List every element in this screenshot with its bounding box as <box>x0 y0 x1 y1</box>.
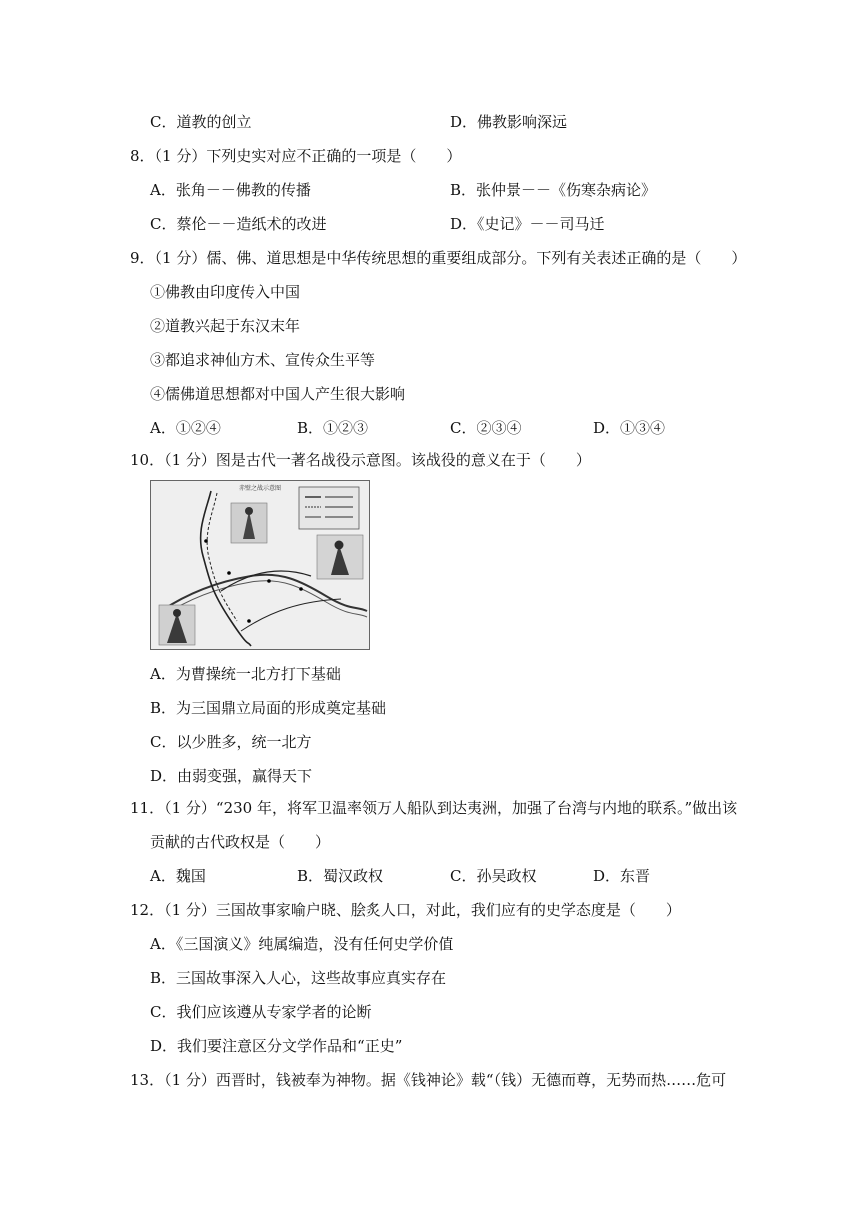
q9-option-c: C．②③④ <box>450 419 522 437</box>
q9-item-3: ③都追求神仙方术、宣传众生平等 <box>150 351 376 369</box>
q9-item-2: ②道教兴起于东汉末年 <box>150 317 301 335</box>
q11-option-d: D．东晋 <box>593 867 651 885</box>
q9-option-d: D．①③④ <box>593 419 666 437</box>
q8-option-a: A．张角－－佛教的传播 <box>150 181 311 199</box>
q9-item-1: ①佛教由印度传入中国 <box>150 283 301 301</box>
map-place-marker <box>227 571 231 575</box>
q10-option-a: A．为曹操统一北方打下基础 <box>150 665 341 683</box>
q12-option-a: A．《三国演义》纯属编造，没有任何史学价值 <box>150 935 454 953</box>
q12-option-d: D．我们要注意区分文学作品和“正史” <box>150 1037 403 1055</box>
q9-item-4: ④儒佛道思想都对中国人产生很大影响 <box>150 385 406 403</box>
map-place-marker <box>247 619 251 623</box>
q7-option-c: C．道教的创立 <box>150 113 252 131</box>
q8-option-b: B．张仲景－－《伤寒杂病论》 <box>450 181 657 199</box>
q8-option-d: D．《史记》－－司马迁 <box>450 215 605 233</box>
q12-option-c: C．我们应该遵从专家学者的论断 <box>150 1003 372 1021</box>
q10-option-b: B．为三国鼎立局面的形成奠定基础 <box>150 699 387 717</box>
battle-map-drawing <box>151 481 369 649</box>
q9-stem: 9．（1 分）儒、佛、道思想是中华传统思想的重要组成部分。下列有关表述正确的是（ ） <box>130 249 747 267</box>
map-title: 赤壁之战示意图 <box>239 485 282 492</box>
q13-stem: 13．（1 分）西晋时，钱被奉为神物。据《钱神论》载“（钱）无德而尊，无势而热……危可 <box>130 1071 727 1089</box>
map-figure-caocao-head <box>245 507 253 515</box>
q11-option-b: B．蜀汉政权 <box>297 867 384 885</box>
map-place-marker <box>267 579 271 583</box>
q11-option-c: C．孙吴政权 <box>450 867 537 885</box>
q12-stem: 12．（1 分）三国故事家喻户晓、脍炙人口，对此，我们应有的史学态度是（ ） <box>130 901 681 919</box>
q11-stem-line-2: 贡献的古代政权是（ ） <box>150 833 331 851</box>
q11-option-a: A．魏国 <box>150 867 206 885</box>
map-place-marker <box>204 539 208 543</box>
q9-option-a: A．①②④ <box>150 419 221 437</box>
q7-option-d: D．佛教影响深远 <box>450 113 568 131</box>
map-figure-liubei-head <box>173 609 181 617</box>
q10-option-c: C．以少胜多，统一北方 <box>150 733 312 751</box>
map-figure-sunquan-head <box>335 541 344 550</box>
q10-option-d: D．由弱变强，赢得天下 <box>150 767 313 785</box>
q8-stem: 8．（1 分）下列史实对应不正确的一项是（ ） <box>130 147 462 165</box>
q12-option-b: B．三国故事深入人心，这些故事应真实存在 <box>150 969 447 987</box>
q11-stem-line-1: 11．（1 分）“230 年，将军卫温率领万人船队到达夷洲，加强了台湾与内地的联系。”做出该 <box>130 799 738 817</box>
map-place-marker <box>299 587 303 591</box>
q9-option-b: B．①②③ <box>297 419 369 437</box>
q8-option-c: C．蔡伦－－造纸术的改进 <box>150 215 327 233</box>
q10-stem: 10．（1 分）图是古代一著名战役示意图。该战役的意义在于（ ） <box>130 451 591 469</box>
battle-map-figure <box>150 480 370 650</box>
